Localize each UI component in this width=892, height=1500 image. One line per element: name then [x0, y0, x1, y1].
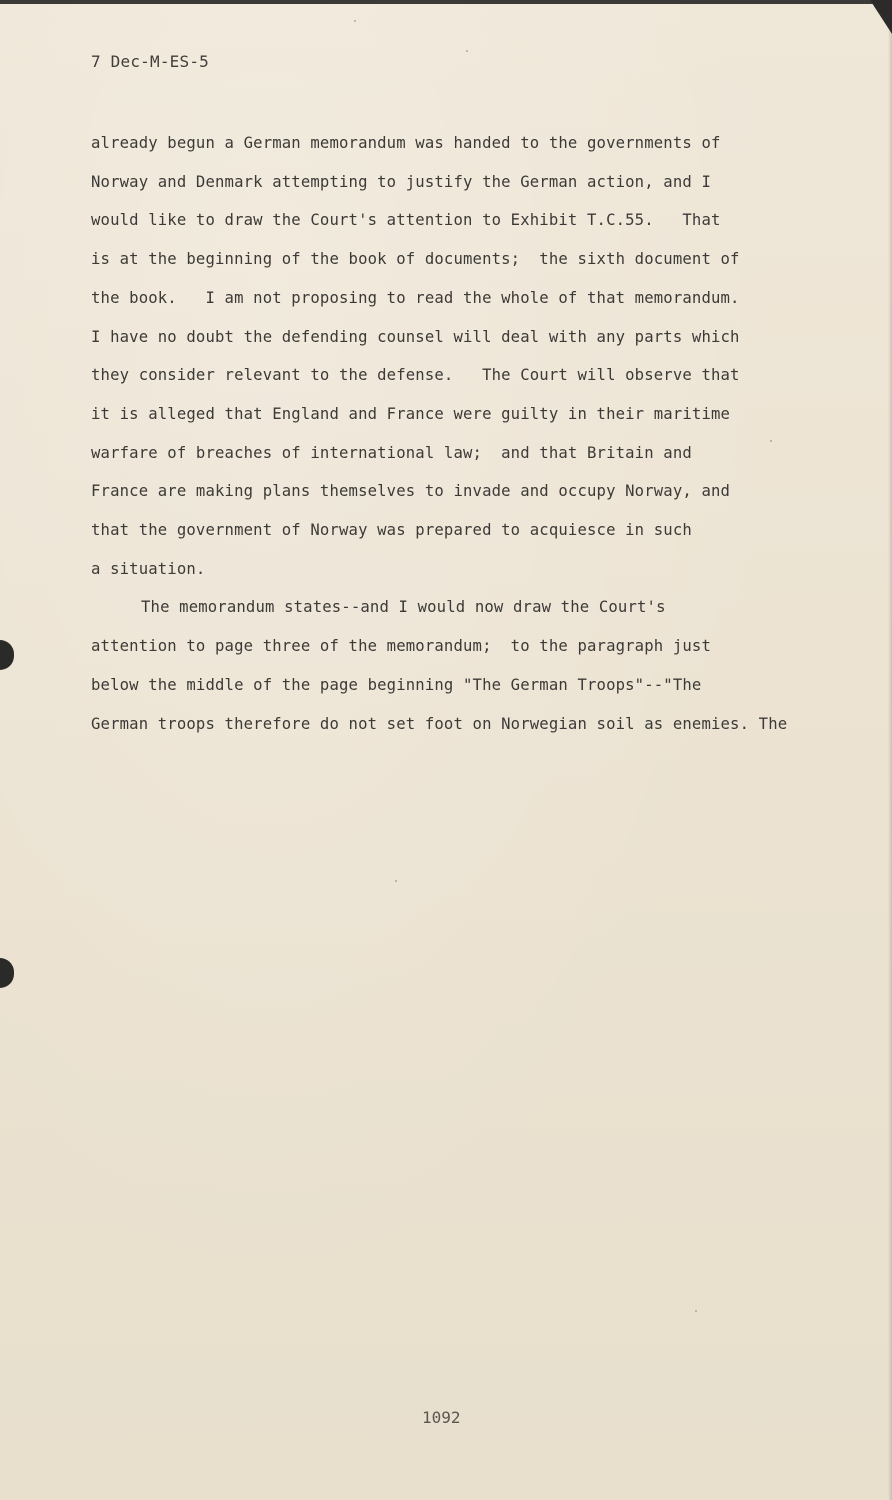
- text-line: Norway and Denmark attempting to justify the German action, and I: [91, 172, 711, 191]
- paper-speck: [354, 20, 356, 22]
- text-line: below the middle of the page beginning "The German Troops"--"The: [91, 675, 702, 694]
- text-line: attention to page three of the memorandum; to the paragraph just: [91, 637, 711, 656]
- binder-hole-upper: [0, 640, 14, 670]
- folded-corner: [870, 0, 892, 34]
- text-line: France are making plans themselves to invade and occupy Norway, and: [91, 482, 731, 501]
- binder-hole-lower: [0, 958, 14, 988]
- text-line: it is alleged that England and France were guilty in their maritime: [91, 404, 731, 423]
- paper-speck: [466, 50, 468, 52]
- text-line: would like to draw the Court's attention to Exhibit T.C.55. That: [91, 211, 721, 230]
- page-number: 1092: [422, 1408, 461, 1427]
- text-line: already begun a German memorandum was handed to the governments of: [91, 134, 721, 152]
- text-line: I have no doubt the defending counsel will deal with any parts which: [91, 327, 740, 346]
- paper-speck: [395, 880, 397, 882]
- text-line: the book. I am not proposing to read the whole of that memorandum.: [91, 288, 740, 307]
- page-top-edge: [0, 0, 892, 4]
- text-line: German troops therefore do not set foot on Norwegian soil as enemies. The: [91, 714, 788, 733]
- text-line: they consider relevant to the defense. The Court will observe that: [91, 366, 740, 385]
- page-reference-code: 7 Dec-M-ES-5: [91, 52, 209, 71]
- text-line: a situation.: [91, 559, 206, 578]
- page-right-edge: [888, 0, 892, 1500]
- paper-speck: [695, 1310, 697, 1312]
- transcript-body: [91, 124, 851, 743]
- text-line: is at the beginning of the book of documents; the sixth document of: [91, 250, 740, 269]
- text-line: that the government of Norway was prepared to acquiesce in such: [91, 521, 692, 540]
- text-line: warfare of breaches of international law; and that Britain and: [91, 443, 692, 462]
- text-line-paragraph-start: The memorandum states--and I would now draw the Court's: [141, 598, 666, 617]
